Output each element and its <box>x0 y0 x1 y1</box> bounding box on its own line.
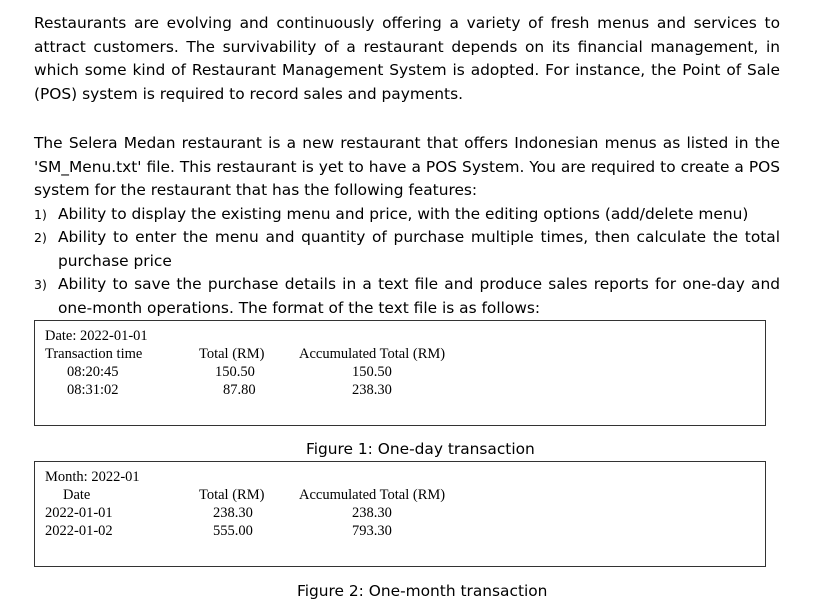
column-header-date: Date <box>63 487 91 503</box>
feature-text: Ability to display the existing menu and price, with the editing options (add/delete menu) <box>58 205 749 223</box>
feature-text: Ability to save the purchase details in a text file and produce sales reports for one-day and one-month operations. The format of the text file is as follows: <box>58 275 780 317</box>
feature-text: Ability to enter the menu and quantity of purchase multiple times, then calculate the total purchase price <box>58 228 780 270</box>
row-2-accumulated: 238.30 <box>352 382 392 398</box>
feature-number: 2) <box>34 230 47 245</box>
one-day-transaction-box <box>34 320 766 426</box>
feature-number: 1) <box>34 207 47 222</box>
row-1-accumulated: 150.50 <box>352 364 392 380</box>
row-1-total: 150.50 <box>215 364 255 380</box>
row-1-accumulated: 238.30 <box>352 505 392 521</box>
feature-item-1 <box>34 203 780 227</box>
one-month-transaction-box <box>34 461 766 567</box>
intro-paragraph: Restaurants are evolving and continuously offering a variety of fresh menus and services to attract customers. The survivability of a restaurant depends on its financial management, in which some kind of Restaurant Management System is adopted. For instance, the Point of Sale (POS) system is required to record sales and payments. <box>34 14 780 103</box>
row-2-time: 08:31:02 <box>67 382 119 398</box>
column-header-transaction-time: Transaction time <box>45 346 143 362</box>
month-heading: Month: 2022-01 <box>45 469 140 485</box>
row-1-time: 08:20:45 <box>67 364 119 380</box>
requirements-paragraph: The Selera Medan restaurant is a new restaurant that offers Indonesian menus as listed in the 'SM_Menu.txt' file. This restaurant is yet to have a POS System. You are required to create a POS system for the restaurant that has the following features: <box>34 134 780 199</box>
date-heading: Date: 2022-01-01 <box>45 328 148 344</box>
row-2-accumulated: 793.30 <box>352 523 392 539</box>
feature-item-3 <box>34 273 780 320</box>
row-1-total: 238.30 <box>213 505 253 521</box>
figure-1-caption: Figure 1: One-day transaction <box>306 440 535 458</box>
column-header-total: Total (RM) <box>199 487 265 503</box>
column-header-accumulated-total: Accumulated Total (RM) <box>299 346 446 362</box>
column-header-total: Total (RM) <box>199 346 265 362</box>
feature-item-2 <box>34 226 780 273</box>
column-header-accumulated-total: Accumulated Total (RM) <box>299 487 446 503</box>
row-2-total: 87.80 <box>223 382 256 398</box>
figure-2-caption: Figure 2: One-month transaction <box>297 582 548 600</box>
row-2-total: 555.00 <box>213 523 253 539</box>
feature-number: 3) <box>34 277 47 292</box>
row-1-date: 2022-01-01 <box>45 505 113 521</box>
row-2-date: 2022-01-02 <box>45 523 113 539</box>
